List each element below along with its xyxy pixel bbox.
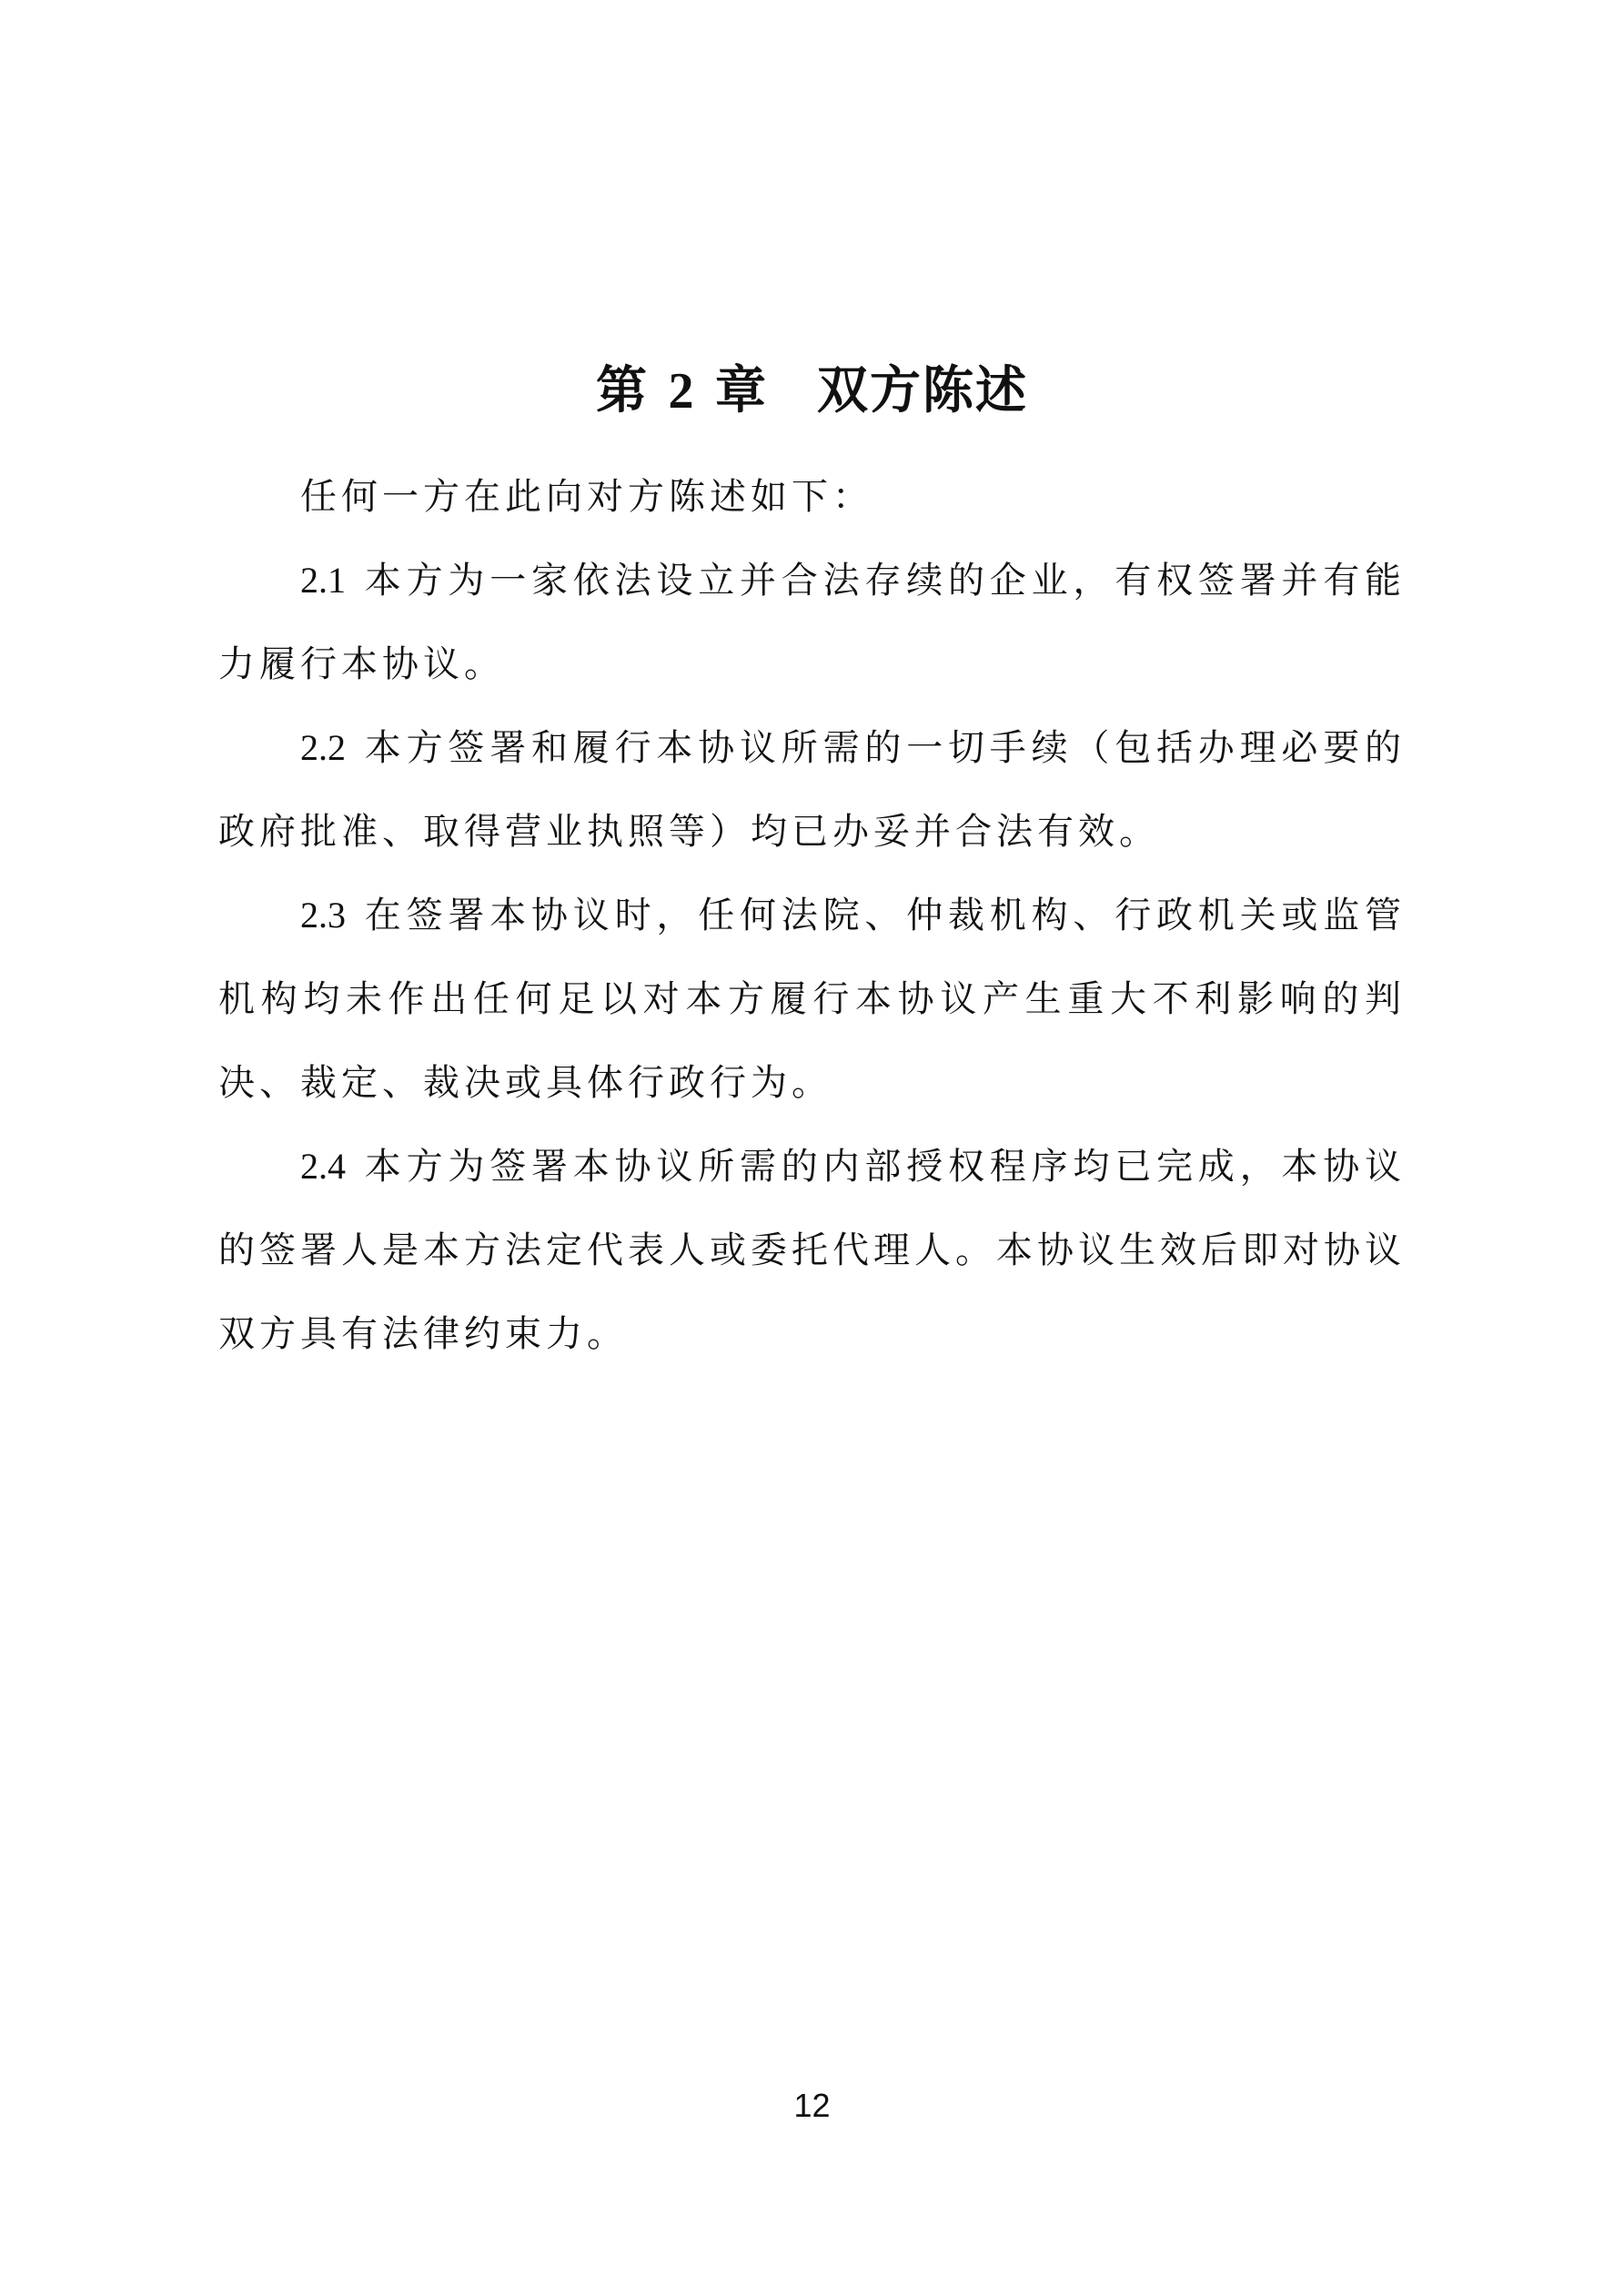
chapter-prefix: 第 [596, 360, 649, 420]
clause-2-3 [218, 874, 1406, 1125]
clause-text: 本方为一家依法设立并合法存续的企业，有权签署并有能力履行本协议。 [218, 560, 1406, 685]
chapter-heading-text: 双方陈述 [817, 360, 1028, 420]
clause-text: 本方签署和履行本协议所需的一切手续（包括办理必要的政府批准、取得营业执照等）均已办妥并合法有效。 [218, 727, 1406, 853]
clause-text: 在签署本协议时，任何法院、仲裁机构、行政机关或监管机构均未作出任何足以对本方履行本协议产生重大不利影响的判决、裁定、裁决或具体行政行为。 [218, 895, 1406, 1104]
clause-number: 2.3 [300, 895, 346, 936]
chapter-title [0, 355, 1624, 428]
clause-number: 2.2 [300, 727, 346, 768]
chapter-number: 2 [668, 362, 696, 420]
clause-2-1 [218, 539, 1406, 706]
chapter-suffix: 章 [715, 360, 768, 420]
clause-number: 2.4 [300, 1146, 346, 1187]
clause-number: 2.1 [300, 560, 346, 601]
clause-2-2 [218, 706, 1406, 874]
clause-text: 本方为签署本协议所需的内部授权程序均已完成，本协议的签署人是本方法定代表人或委托代理人。本协议生效后即对协议双方具有法律约束力。 [218, 1146, 1406, 1355]
document-body [218, 455, 1406, 1376]
intro-paragraph: 任何一方在此向对方陈述如下： [300, 476, 873, 518]
clause-2-4 [218, 1125, 1406, 1376]
page-number: 12 [793, 2087, 831, 2124]
